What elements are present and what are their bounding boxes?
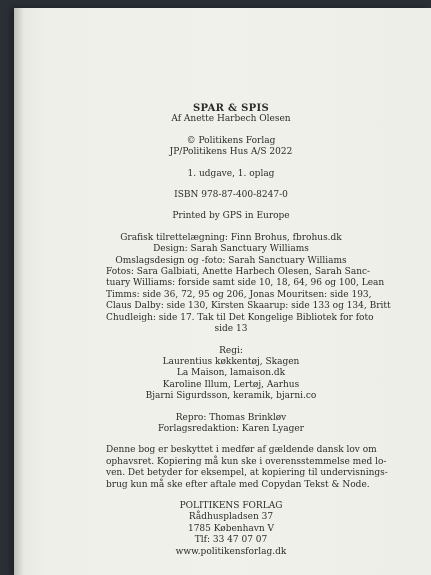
publisher-name: POLITIKENS FORLAG bbox=[179, 500, 283, 511]
credits-line: Claus Dalby: side 130, Kirsten Skaarup: side 133 og 134, Britt bbox=[106, 301, 391, 312]
legal-line: Denne bog er beskyttet i medfør af gældende dansk lov om bbox=[106, 445, 377, 456]
regi-line: Bjarni Sigurdsson, keramik, bjarni.co bbox=[145, 391, 317, 402]
regi-line: Karoline Illum, Lertøj, Aarhus bbox=[162, 379, 300, 390]
credits-line: Omslagsdesign og -foto: Sarah Sanctuary Williams bbox=[115, 255, 347, 266]
regi-block bbox=[106, 346, 356, 403]
legal-notice bbox=[106, 445, 388, 491]
repro-line: Repro: Thomas Brinkløv bbox=[175, 412, 287, 423]
isbn-line: ISBN 978-87-400-8247-0 bbox=[174, 190, 288, 201]
credits-line: Grafisk tilrettelægning: Finn Brohus, fbrohus.dk bbox=[120, 232, 342, 243]
publisher-address bbox=[106, 501, 356, 558]
colophon bbox=[106, 103, 391, 558]
legal-line: ophavsret. Kopiering må kun ske i overensstemmelse med lo- bbox=[106, 456, 387, 467]
credits-line: side 13 bbox=[214, 324, 248, 335]
copyright-line: JP/Politikens Hus A/S 2022 bbox=[169, 147, 293, 158]
editor-line: Forlagsredaktion: Karen Lyager bbox=[158, 423, 304, 434]
printed-line: Printed by GPS in Europe bbox=[172, 211, 290, 222]
regi-line: La Maison, lamaison.dk bbox=[176, 368, 286, 379]
legal-line: ven. Det betyder for eksempel, at kopiering til undervisnings- bbox=[106, 468, 388, 479]
credits-line: Design: Sarah Sanctuary Williams bbox=[153, 244, 309, 255]
credits-line: tuary Williams: forside samt side 10, 18, 64, 96 og 100, Lean bbox=[106, 278, 385, 289]
credits-block bbox=[106, 232, 391, 336]
edition-line: 1. udgave, 1. oplag bbox=[187, 168, 275, 179]
publisher-phone: Tlf: 33 47 07 07 bbox=[194, 535, 268, 546]
credits-line: Fotos: Sara Galbiati, Anette Harbech Olesen, Sarah Sanc- bbox=[106, 267, 371, 278]
copyright-line: © Politikens Forlag bbox=[186, 135, 276, 146]
author-line: Af Anette Harbech Olesen bbox=[171, 114, 291, 125]
publisher-city: 1785 København V bbox=[187, 523, 275, 534]
regi-heading: Regi: bbox=[219, 345, 243, 356]
page-gutter-shadow bbox=[14, 8, 24, 575]
book-title: SPAR & SPIS bbox=[192, 103, 269, 114]
credits-line: Timms: side 36, 72, 95 og 206, Jonas Mouritsen: side 193, bbox=[106, 289, 372, 300]
book-page bbox=[14, 8, 431, 575]
legal-line: brug kun må ske efter aftale med Copydan Tekst & Node. bbox=[106, 479, 370, 490]
publisher-website: www.politikensforlag.dk bbox=[175, 546, 287, 557]
credits-line: Chudleigh: side 17. Tak til Det Kongelige Bibliotek for foto bbox=[106, 312, 374, 323]
regi-line: Laurentius køkkentøj, Skagen bbox=[162, 356, 300, 367]
publisher-street: Rådhuspladsen 37 bbox=[188, 512, 274, 523]
